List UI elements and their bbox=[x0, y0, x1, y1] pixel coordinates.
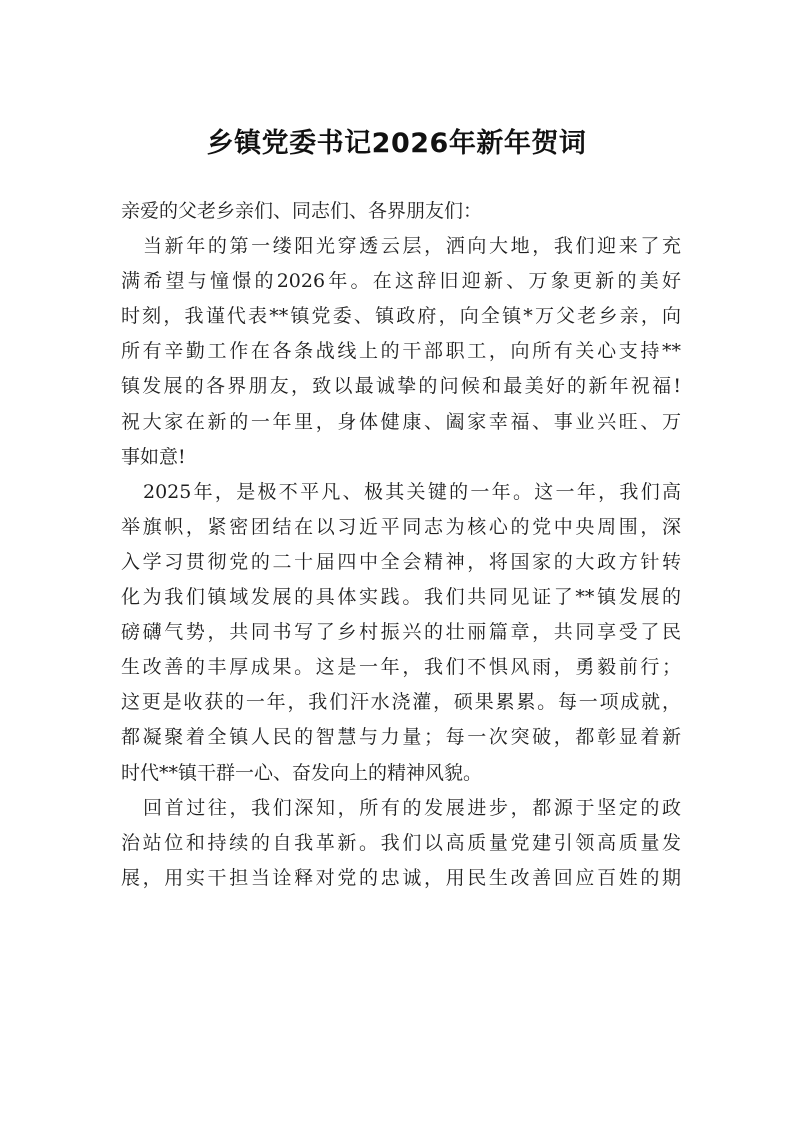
paragraph-2 bbox=[121, 475, 681, 791]
text-line: 展，用实干担当诠释对党的忠诚，用民生改善回应百姓的期 bbox=[121, 866, 681, 889]
text-line: 都凝聚着全镇人民的智慧与力量；每一次突破，都彰显着新 bbox=[121, 726, 681, 749]
text-line: 时代**镇干群一心、奋发向上的精神风貌。 bbox=[121, 761, 483, 784]
text-line: 当新年的第一缕阳光穿透云层，洒向大地，我们迎来了充 bbox=[143, 235, 681, 258]
text-line: 入学习贯彻党的二十届四中全会精神，将国家的大政方针转 bbox=[121, 550, 681, 573]
text-line: 满希望与憧憬的2026年。在这辞旧迎新、万象更新的美好 bbox=[121, 270, 681, 293]
text-line: 所有辛勤工作在各条战线上的干部职工，向所有关心支持** bbox=[121, 340, 681, 363]
document-body bbox=[121, 194, 681, 896]
text-line: 这更是收获的一年，我们汗水浇灌，硕果累累。每一项成就， bbox=[121, 691, 681, 714]
text-line: 事如意! bbox=[121, 445, 186, 468]
text-line: 祝大家在新的一年里，身体健康、阖家幸福、事业兴旺、万 bbox=[121, 410, 681, 433]
text-line: 治站位和持续的自我革新。我们以高质量党建引领高质量发 bbox=[121, 831, 681, 854]
salutation-paragraph bbox=[121, 194, 681, 229]
text-line: 镇发展的各界朋友，致以最诚挚的问候和最美好的新年祝福! bbox=[121, 375, 681, 398]
text-line: 回首过往，我们深知，所有的发展进步，都源于坚定的政 bbox=[143, 796, 681, 819]
text-line: 磅礴气势，共同书写了乡村振兴的壮丽篇章，共同享受了民 bbox=[121, 621, 681, 644]
text-line: 生改善的丰厚成果。这是一年，我们不惧风雨，勇毅前行； bbox=[121, 656, 681, 679]
text-line: 2025年，是极不平凡、极其关键的一年。这一年，我们高 bbox=[143, 480, 681, 503]
text-line: 化为我们镇域发展的具体实践。我们共同见证了**镇发展的 bbox=[121, 586, 681, 609]
document-title: 乡镇党委书记2026年新年贺词 bbox=[206, 128, 587, 159]
paragraph-3 bbox=[121, 791, 681, 896]
text-line: 时刻，我谨代表**镇党委、镇政府，向全镇*万父老乡亲，向 bbox=[121, 305, 681, 328]
text-line: 举旗帜，紧密团结在以习近平同志为核心的党中央周围，深 bbox=[121, 515, 681, 538]
paragraph-1 bbox=[121, 229, 681, 475]
text-line: 亲爱的父老乡亲们、同志们、各界朋友们： bbox=[121, 200, 483, 222]
